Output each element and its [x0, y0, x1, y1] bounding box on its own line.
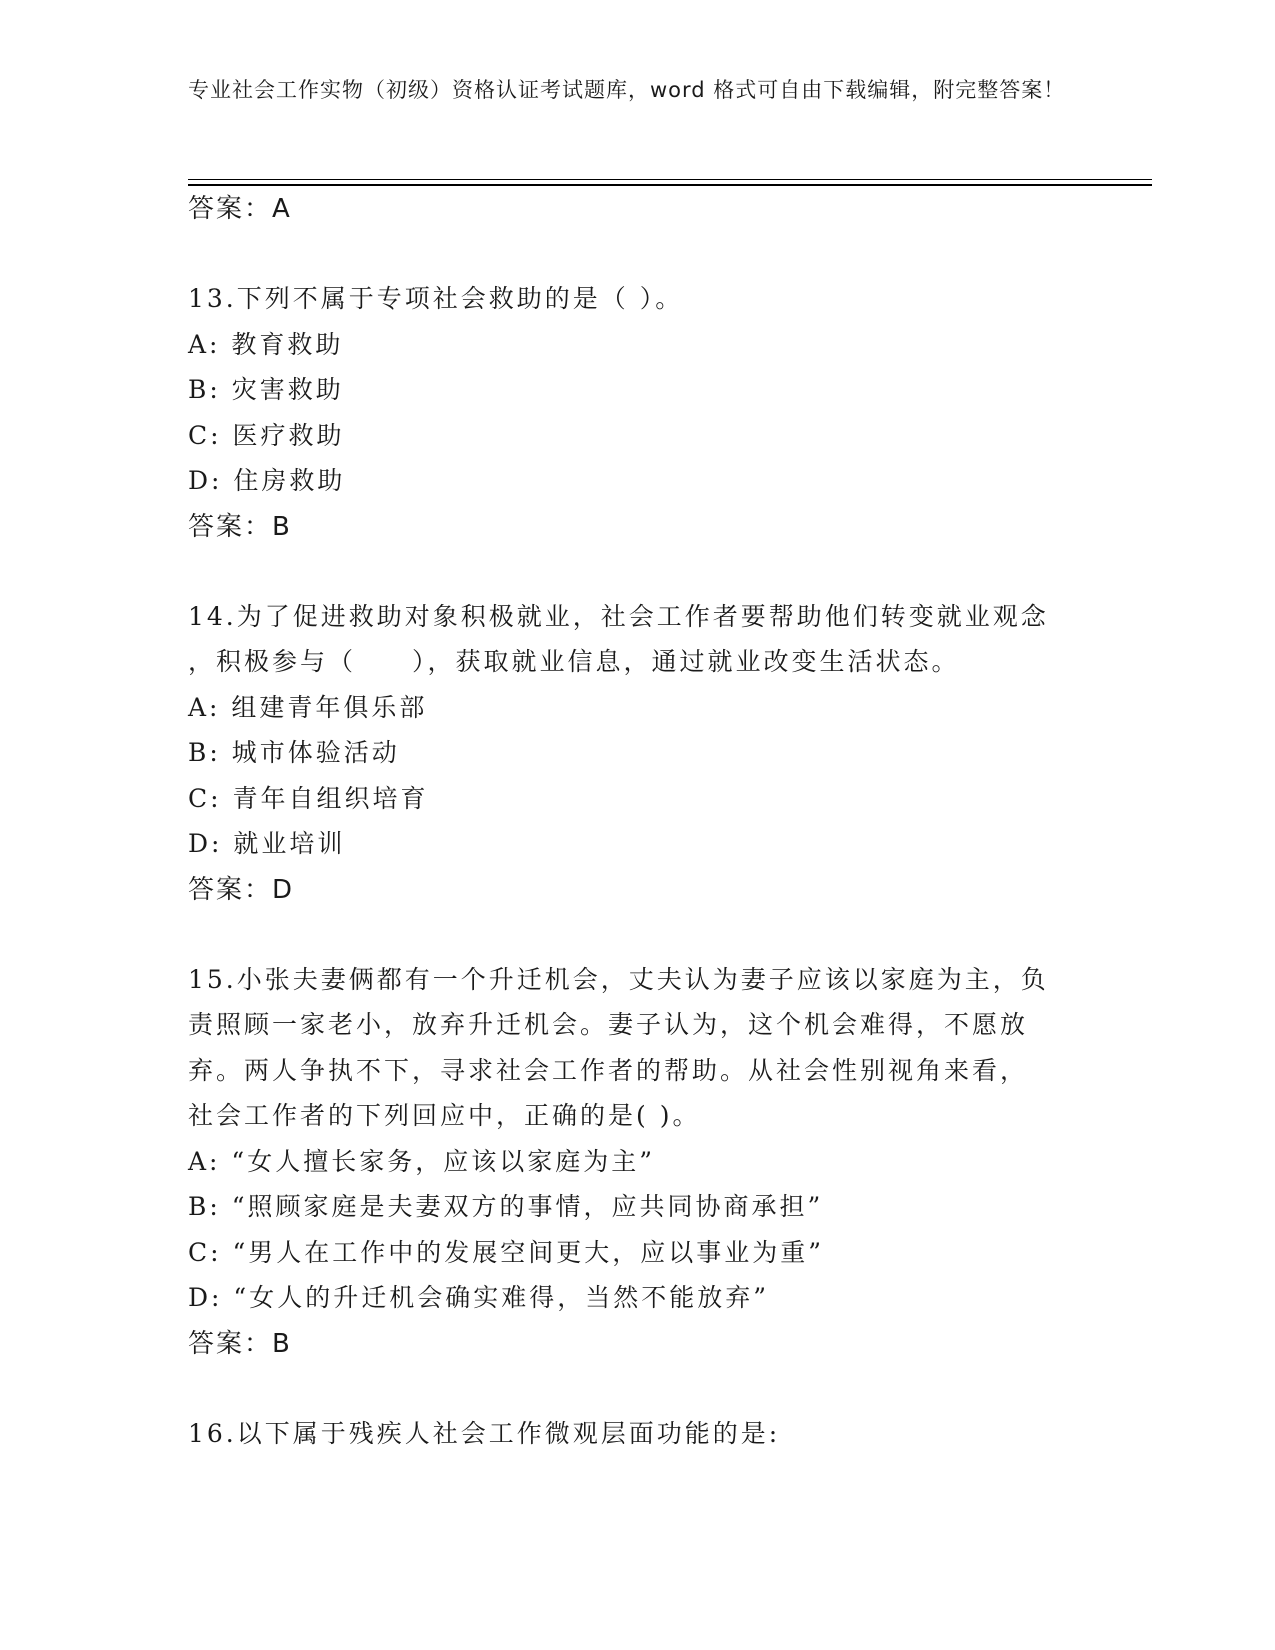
- question-stem-line: 责照顾一家老小，放弃升迁机会。妻子认为，这个机会难得，不愿放: [188, 1010, 1029, 1039]
- option-a: A: 教育救助: [188, 329, 344, 359]
- question-stem-line: 弃。两人争执不下，寻求社会工作者的帮助。从社会性别视角来看，: [188, 1055, 1029, 1085]
- spacer: [188, 1367, 1088, 1411]
- option-d: D: 住房救助: [188, 466, 346, 495]
- option-a: A: “女人擅长家务，应该以家庭为主”: [188, 1146, 655, 1176]
- option-a: A: 组建青年俱乐部: [188, 692, 428, 722]
- question-stem-line: ，积极参与（ ），获取就业信息，通过就业改变生活状态。: [188, 647, 960, 676]
- answer-line: 答案：B: [188, 511, 292, 542]
- option-c: C: 青年自组织培育: [188, 783, 429, 813]
- question-block: [188, 957, 1088, 1367]
- option-b: B: 灾害救助: [188, 375, 344, 404]
- spacer: [188, 232, 1088, 276]
- answer-line: 答案：A: [188, 194, 292, 224]
- question-block: [188, 276, 1088, 550]
- question-stem-line: 社会工作者的下列回应中，正确的是( )。: [188, 1101, 701, 1130]
- question-stem: 13.下列不属于专项社会救助的是（ ）。: [188, 284, 684, 313]
- spacer: [188, 913, 1088, 957]
- option-c: C: 医疗救助: [188, 420, 345, 450]
- option-d: D: “女人的升迁机会确实难得，当然不能放弃”: [188, 1283, 769, 1312]
- question-stem-line: 15.小张夫妻俩都有一个升迁机会，丈夫认为妻子应该以家庭为主，负: [188, 964, 1049, 994]
- question-stem: 16.以下属于残疾人社会工作微观层面功能的是:: [188, 1418, 781, 1448]
- question-stem-line: 14.为了促进救助对象积极就业，社会工作者要帮助他们转变就业观念: [188, 601, 1049, 631]
- question-list: [188, 186, 1088, 1456]
- answer-line: 答案：D: [188, 874, 295, 905]
- document-header: 专业社会工作实物（初级）资格认证考试题库，word 格式可自由下载编辑，附完整答案！: [188, 78, 1066, 102]
- option-d: D: 就业培训: [188, 829, 346, 858]
- question-block: [188, 594, 1088, 913]
- option-b: B: “照顾家庭是夫妻双方的事情，应共同协商承担”: [188, 1192, 824, 1221]
- answer-line: 答案：B: [188, 1328, 292, 1359]
- header-rule-thin: [188, 179, 1152, 180]
- spacer: [188, 550, 1088, 594]
- option-c: C: “男人在工作中的发展空间更大，应以事业为重”: [188, 1237, 825, 1267]
- option-b: B: 城市体验活动: [188, 738, 400, 767]
- question-block: [188, 1411, 1088, 1457]
